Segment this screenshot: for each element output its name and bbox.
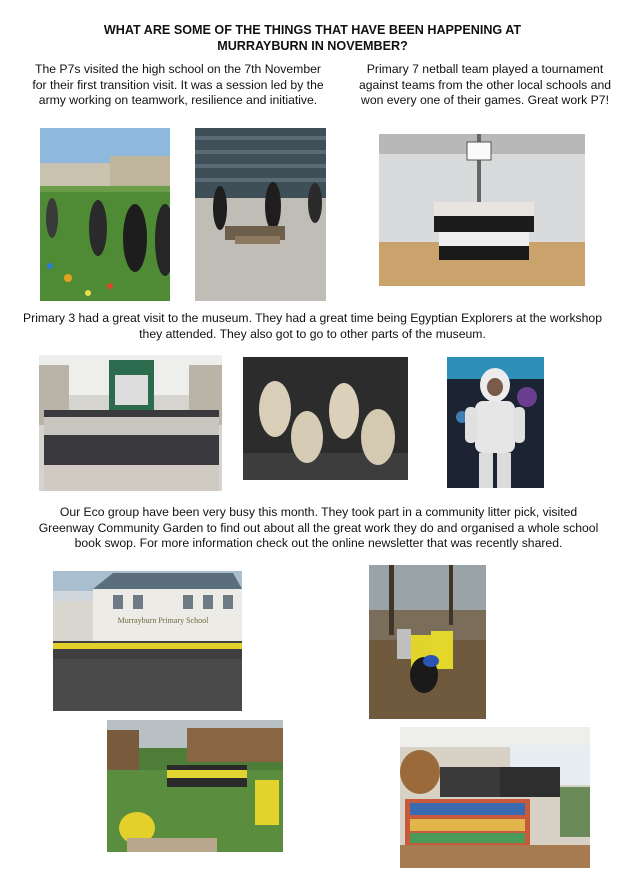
photo-school-building bbox=[53, 571, 242, 711]
p7-transition-text: The P7s visited the high school on the 7th November for their first transition visit. It was a session led by the army working on teamwork, resilience and initiative. bbox=[32, 62, 324, 107]
p3-museum-text: Primary 3 had a great visit to the museum. They had a great time being Egyptian Explorers at the workshop they attended. They also got to go to other parts of the museum. bbox=[23, 311, 602, 341]
photo-community-garden bbox=[107, 720, 283, 852]
eco-group-text: Our Eco group have been very busy this month. They took part in a community litter pick, visited Greenway Community Garden to find out about all the great work they do and organised a whole school book swop. For more information check out the online newsletter that was recently shared. bbox=[38, 505, 599, 550]
photo-canopic-jars bbox=[243, 357, 408, 480]
p7-netball-text: Primary 7 netball team played a tournament against teams from the other local schools and won every one of their games. Great work P7! bbox=[358, 62, 611, 107]
photo-litter-pick bbox=[369, 565, 486, 719]
photo-museum-group bbox=[39, 355, 222, 491]
page-title: WHAT ARE SOME OF THE THINGS THAT HAVE BEEN HAPPENING AT MURRAYBURN IN NOVEMBER? bbox=[103, 23, 522, 53]
photo-army-bleachers bbox=[195, 128, 326, 301]
school-sign: Murrayburn Primary School bbox=[117, 616, 209, 625]
photo-army-field bbox=[40, 128, 170, 301]
photo-netball-team bbox=[379, 134, 585, 286]
photo-astronaut bbox=[447, 357, 544, 488]
photo-book-swop bbox=[400, 727, 590, 868]
